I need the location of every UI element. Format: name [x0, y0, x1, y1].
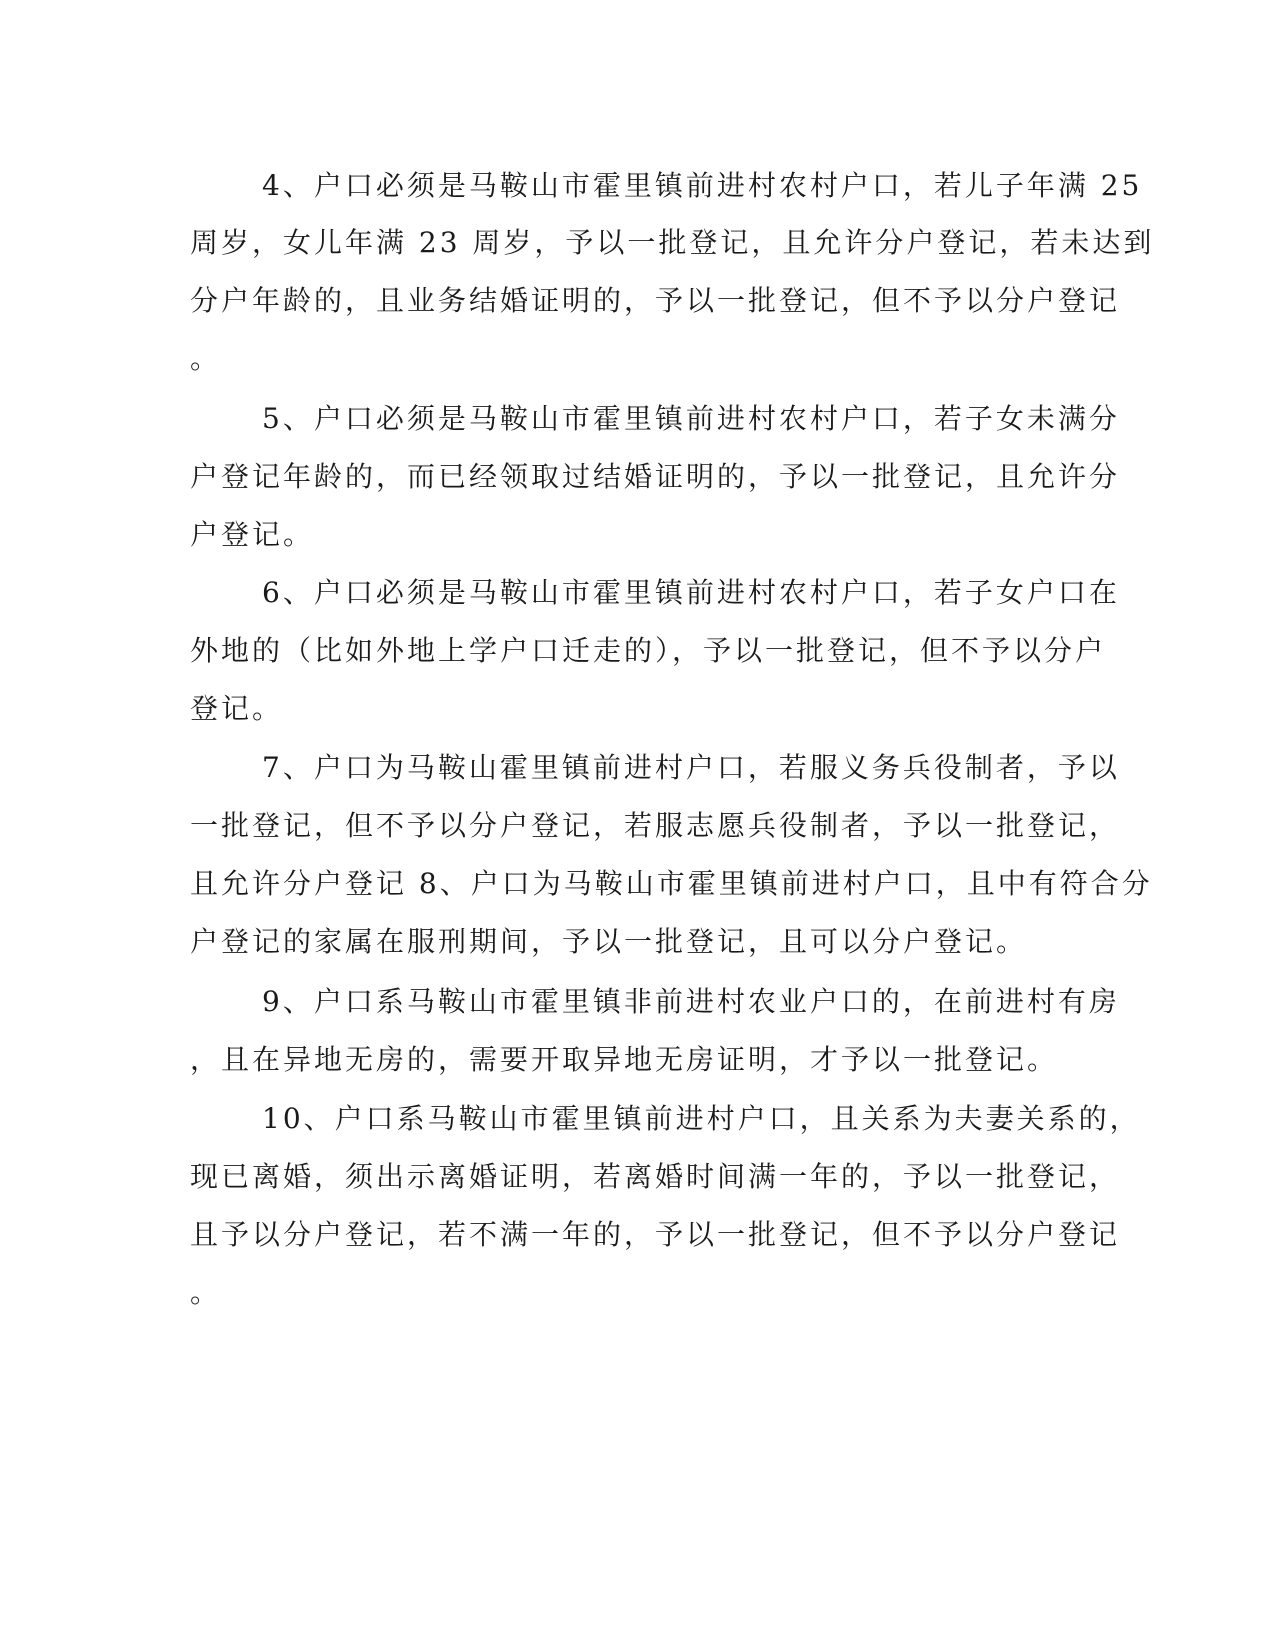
paragraph-5-line-2: 户登记年龄的，而已经领取过结婚证明的，予以一批登记，且允许分 [190, 460, 1121, 493]
paragraph-5-line-3: 户登记。 [190, 518, 315, 551]
paragraph-9-line-1: 9、户口系马鞍山市霍里镇非前进村农业户口的，在前进村有房 [262, 985, 1120, 1018]
paragraph-10-line-2: 现已离婚，须出示离婚证明，若离婚时间满一年的，予以一批登记， [190, 1160, 1121, 1193]
paragraph-6-line-2: 外地的（比如外地上学户口迁走的），予以一批登记，但不予以分户 [190, 634, 1107, 667]
paragraph-4-line-2: 周岁，女儿年满 23 周岁，予以一批登记，且允许分户登记，若未达到 [190, 226, 1155, 259]
paragraph-4-line-4: 。 [190, 342, 222, 375]
paragraph-4-line-1: 4、户口必须是马鞍山市霍里镇前进村农村户口，若儿子年满 25 [262, 169, 1143, 202]
paragraph-9-line-2: ，且在异地无房的，需要开取异地无房证明，才予以一批登记。 [190, 1043, 1059, 1076]
paragraph-10-line-4: 。 [190, 1276, 222, 1309]
paragraph-10-line-1: 10、户口系马鞍山市霍里镇前进村户口，且关系为夫妻关系的， [262, 1102, 1141, 1135]
paragraph-10-line-3: 且予以分户登记，若不满一年的，予以一批登记，但不予以分户登记 [190, 1218, 1121, 1251]
paragraph-6-line-3: 登记。 [190, 692, 284, 725]
paragraph-4-line-3: 分户年龄的，且业务结婚证明的，予以一批登记，但不予以分户登记 [190, 284, 1121, 317]
paragraph-8-line-1: 户登记的家属在服刑期间，予以一批登记，且可以分户登记。 [190, 925, 1028, 958]
paragraph-7-line-3: 且允许分户登记 8、户口为马鞍山市霍里镇前进村户口，且中有符合分 [190, 867, 1153, 900]
paragraph-7-line-2: 一批登记，但不予以分户登记，若服志愿兵役制者，予以一批登记， [190, 809, 1121, 842]
paragraph-6-line-1: 6、户口必须是马鞍山市霍里镇前进村农村户口，若子女户口在 [262, 576, 1120, 609]
paragraph-5-line-1: 5、户口必须是马鞍山市霍里镇前进村农村户口，若子女未满分 [262, 402, 1120, 435]
paragraph-7-line-1: 7、户口为马鞍山霍里镇前进村户口，若服义务兵役制者，予以 [262, 751, 1120, 784]
